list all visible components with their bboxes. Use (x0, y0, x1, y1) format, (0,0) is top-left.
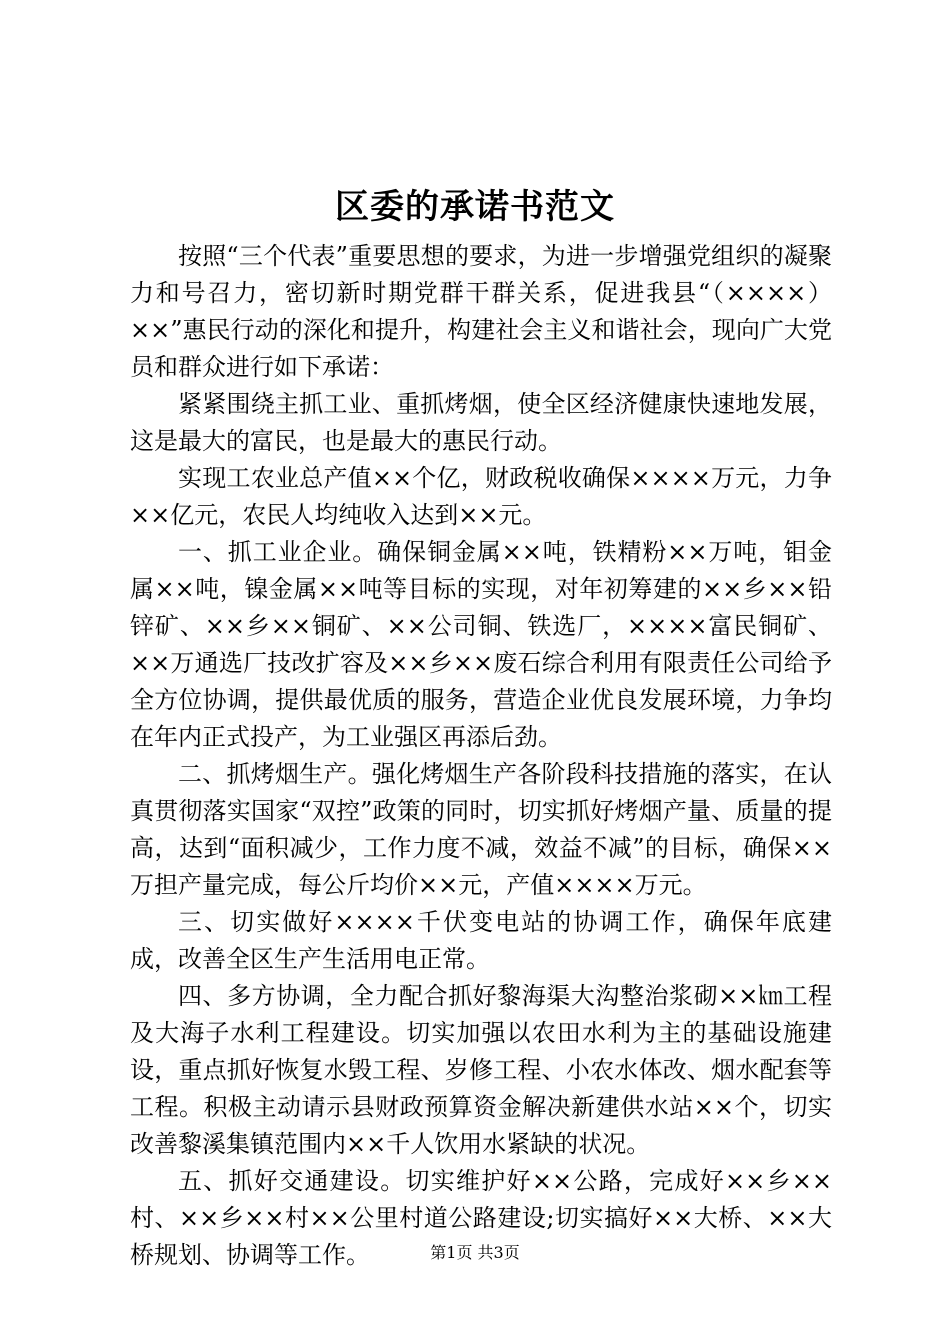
paragraph-water: 四、多方协调，全力配合抓好黎海渠大沟整治浆砌××㎞工程及大海子水利工程建设。切实加强以农田水利为主的基础设施建设，重点抓好恢复水毁工程、岁修工程、小农水体改、烟水配套等工程。积极主动请示县财政预算资金解决新建供水站××个，切实改善黎溪集镇范围内××千人饮用水紧缺的状况。 (130, 982, 832, 1158)
paragraph-intro: 按照“三个代表”重要思想的要求，为进一步增强党组织的凝聚力和号召力，密切新时期党群干群关系，促进我县“（××××）××”惠民行动的深化和提升，构建社会主义和谐社会，现向广大党员和群众进行如下承诺： (130, 242, 832, 381)
page-number-footer: 第1页 共3页 (430, 1243, 520, 1262)
paragraph-substation: 三、切实做好××××千伏变电站的协调工作，确保年底建成，改善全区生产生活用电正常。 (130, 908, 832, 973)
paragraph-tobacco: 二、抓烤烟生产。强化烤烟生产各阶段科技措施的落实，在认真贯彻落实国家“双控”政策的同时，切实抓好烤烟产量、质量的提高，达到“面积减少，工作力度不减，效益不减”的目标，确保××万担产量完成，每公斤均价××元，产值××××万元。 (130, 760, 832, 899)
paragraph-targets: 实现工农业总产值××个亿，财政税收确保××××万元，力争××亿元，农民人均纯收入达到××元。 (130, 464, 832, 529)
paragraph-transport: 五、抓好交通建设。切实维护好××公路，完成好××乡××村、××乡××村××公里村道公路建设;切实搞好××大桥、××大桥规划、协调等工作。 (130, 1167, 832, 1269)
document-body (130, 238, 832, 1274)
paragraph-focus: 紧紧围绕主抓工业、重抓烤烟，使全区经济健康快速地发展，这是最大的富民，也是最大的惠民行动。 (130, 390, 832, 455)
document-title: 区委的承诺书范文 (335, 187, 615, 227)
paragraph-industry: 一、抓工业企业。确保铜金属××吨，铁精粉××万吨，钼金属××吨，镍金属××吨等目标的实现，对年初筹建的××乡××铅锌矿、××乡××铜矿、××公司铜、铁选厂，××××富民铜矿、××万通选厂技改扩容及××乡××废石综合利用有限责任公司给予全方位协调，提供最优质的服务，营造企业优良发展环境，力争均在年内正式投产，为工业强区再添后劲。 (130, 538, 832, 751)
